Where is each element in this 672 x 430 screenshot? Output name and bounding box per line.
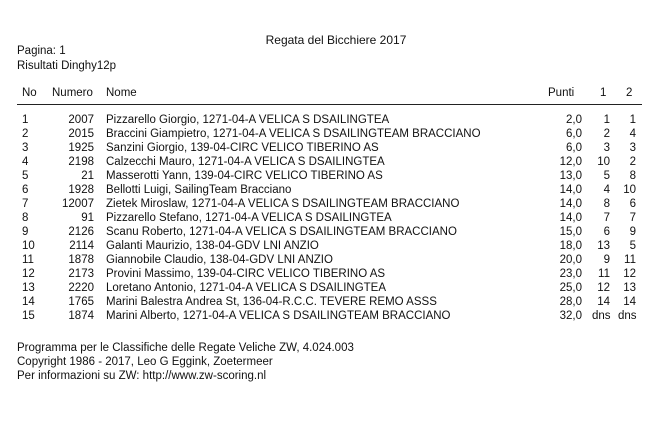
cell-nome: Giannobile Claudio, 138-04-GDV LNI ANZIO (106, 254, 333, 266)
cell-race-1: 5 (603, 170, 610, 182)
cell-nome: Pizzarello Stefano, 1271-04-A VELICA S DSAILINGTEA (106, 212, 392, 224)
cell-numero: 2126 (68, 226, 94, 238)
table-row (0, 267, 672, 281)
cell-race-1: 9 (603, 254, 610, 266)
cell-numero: 1765 (68, 296, 94, 308)
cell-race-2: 13 (623, 282, 636, 294)
cell-race-2: 14 (623, 296, 636, 308)
cell-punti: 2,0 (566, 114, 582, 126)
cell-punti: 14,0 (559, 198, 582, 210)
cell-no: 1 (22, 114, 29, 126)
table-row (0, 197, 672, 211)
table-row (0, 141, 672, 155)
cell-nome: Galanti Maurizio, 138-04-GDV LNI ANZIO (106, 240, 319, 252)
cell-punti: 6,0 (566, 128, 582, 140)
table-row (0, 127, 672, 141)
cell-race-1: 4 (603, 184, 610, 196)
table-header (0, 86, 672, 100)
cell-punti: 25,0 (559, 282, 582, 294)
cell-numero: 1874 (68, 310, 94, 322)
results-class-label: Risultati Dinghy12p (17, 60, 117, 72)
cell-race-2: 3 (629, 142, 636, 154)
cell-no: 2 (22, 128, 29, 140)
page-number: Pagina: 1 (17, 45, 66, 57)
cell-no: 11 (22, 254, 34, 266)
cell-numero: 2007 (68, 114, 94, 126)
table-row (0, 225, 672, 239)
header-nome: Nome (106, 87, 137, 99)
cell-no: 8 (22, 212, 29, 224)
cell-nome: Pizzarello Giorgio, 1271-04-A VELICA S DSAILINGTEA (106, 114, 390, 126)
cell-nome: Zietek Miroslaw, 1271-04-A VELICA S DSAILINGTEAM BRACCIANO (106, 198, 460, 210)
cell-no: 4 (22, 156, 29, 168)
cell-no: 13 (22, 282, 35, 294)
footer-program-info: Programma per le Classifiche delle Regate Veliche ZW, 4.024.003 (17, 342, 354, 354)
header-punti: Punti (548, 87, 575, 99)
table-row (0, 155, 672, 169)
cell-race-1: 11 (598, 268, 610, 280)
cell-nome: Provini Massimo, 139-04-CIRC VELICO TIBERINO AS (106, 268, 386, 280)
cell-punti: 20,0 (559, 254, 582, 266)
cell-no: 10 (22, 240, 35, 252)
cell-race-1: 6 (603, 226, 610, 238)
cell-numero: 2198 (68, 156, 94, 168)
cell-numero: 2173 (68, 268, 94, 280)
cell-race-1: 12 (597, 282, 610, 294)
cell-numero: 91 (81, 212, 94, 224)
header-race-2: 2 (626, 87, 633, 99)
cell-punti: 12,0 (559, 156, 582, 168)
cell-nome: Braccini Giampietro, 1271-04-A VELICA S DSAILINGTEAM BRACCIANO (106, 128, 481, 140)
header-numero: Numero (52, 87, 93, 99)
cell-race-2: 1 (629, 114, 636, 126)
header-divider (17, 104, 642, 105)
cell-nome: Scanu Roberto, 1271-04-A VELICA S DSAILINGTEAM BRACCIANO (106, 226, 457, 238)
cell-punti: 23,0 (559, 268, 582, 280)
cell-race-2: 12 (623, 268, 636, 280)
header-no: No (22, 87, 37, 99)
cell-nome: Calzecchi Mauro, 1271-04-A VELICA S DSAILINGTEA (106, 156, 385, 168)
cell-punti: 13,0 (559, 170, 582, 182)
cell-race-1: 7 (603, 212, 610, 224)
cell-numero: 1928 (68, 184, 94, 196)
cell-nome: Loretano Antonio, 1271-04-A VELICA S DSAILINGTEA (106, 282, 386, 294)
table-row (0, 211, 672, 225)
cell-no: 15 (22, 310, 35, 322)
document-title: Regata del Bicchiere 2017 (265, 33, 407, 47)
cell-numero: 21 (81, 170, 94, 182)
cell-nome: Marini Alberto, 1271-04-A VELICA S DSAILINGTEAM BRACCIANO (106, 310, 451, 322)
cell-race-1: 13 (597, 240, 610, 252)
cell-numero: 1878 (68, 254, 94, 266)
cell-nome: Sanzini Giorgio, 139-04-CIRC VELICO TIBERINO AS (106, 142, 379, 154)
cell-race-2: 8 (629, 170, 636, 182)
cell-race-2: dns (618, 310, 637, 322)
table-row (0, 169, 672, 183)
footer-website-info: Per informazioni su ZW: http://www.zw-scoring.nl (17, 370, 267, 382)
cell-numero: 2220 (68, 282, 94, 294)
table-row (0, 309, 672, 323)
cell-nome: Masserotti Yann, 139-04-CIRC VELICO TIBERINO AS (106, 170, 383, 182)
cell-nome: Bellotti Luigi, SailingTeam Bracciano (106, 184, 292, 196)
header-race-1: 1 (600, 87, 607, 99)
table-row (0, 113, 672, 127)
table-row (0, 183, 672, 197)
cell-race-2: 4 (629, 128, 636, 140)
table-row (0, 281, 672, 295)
cell-race-2: 6 (629, 198, 636, 210)
cell-punti: 14,0 (559, 184, 582, 196)
cell-numero: 2015 (68, 128, 94, 140)
cell-race-1: 1 (603, 114, 610, 126)
cell-race-1: 3 (603, 142, 610, 154)
cell-punti: 14,0 (559, 212, 582, 224)
footer-copyright: Copyright 1986 - 2017, Leo G Eggink, Zoetermeer (17, 356, 273, 368)
cell-no: 14 (22, 296, 35, 308)
cell-punti: 32,0 (559, 310, 582, 322)
cell-no: 6 (22, 184, 29, 196)
table-row (0, 253, 672, 267)
cell-punti: 15,0 (559, 226, 582, 238)
cell-no: 12 (22, 268, 35, 280)
cell-race-1: 10 (597, 156, 610, 168)
cell-nome: Marini Balestra Andrea St, 136-04-R.C.C. TEVERE REMO ASSS (106, 296, 437, 308)
cell-race-2: 9 (629, 226, 636, 238)
cell-punti: 28,0 (559, 296, 582, 308)
cell-race-2: 10 (623, 184, 636, 196)
cell-race-2: 11 (624, 254, 636, 266)
cell-race-2: 2 (629, 156, 636, 168)
cell-race-1: 8 (603, 198, 610, 210)
table-row (0, 295, 672, 309)
cell-no: 7 (22, 198, 29, 210)
cell-race-1: dns (592, 310, 611, 322)
cell-no: 9 (22, 226, 29, 238)
cell-race-1: 14 (597, 296, 610, 308)
cell-numero: 2114 (69, 240, 94, 252)
cell-no: 5 (22, 170, 29, 182)
cell-punti: 6,0 (566, 142, 582, 154)
table-row (0, 239, 672, 253)
cell-numero: 1925 (68, 142, 94, 154)
cell-race-2: 5 (629, 240, 636, 252)
cell-race-2: 7 (629, 212, 636, 224)
cell-punti: 18,0 (559, 240, 582, 252)
cell-race-1: 2 (603, 128, 610, 140)
cell-no: 3 (22, 142, 29, 154)
cell-numero: 12007 (62, 198, 94, 210)
